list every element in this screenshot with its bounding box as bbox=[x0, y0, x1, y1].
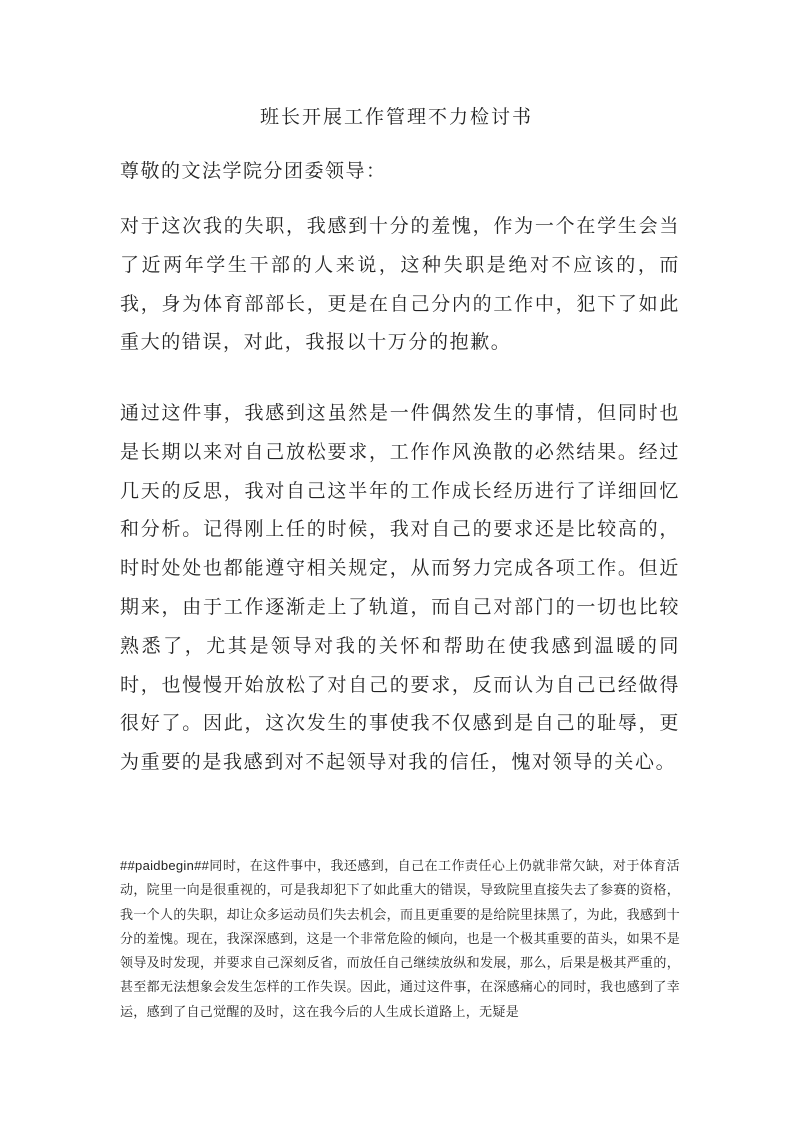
paragraph-1: 对于这次我的失职，我感到十分的羞愧，作为一个在学生会当了近两年学生干部的人来说，这种失职是绝对不应该的，而我，身为体育部部长，更是在自己分内的工作中，犯下了如此重大的错误，对此，我报以十万分的抱歉。 bbox=[120, 215, 680, 354]
salutation: 尊敬的文法学院分团委领导： bbox=[120, 160, 387, 182]
paragraph-3 bbox=[120, 854, 680, 1025]
paid-marker: ##paidbegin## bbox=[120, 858, 210, 873]
paragraph-3-text: 同时，在这件事中，我还感到，自己在工作责任心上仍就非常欠缺，对于体育活动，院里一向是很重视的，可是我却犯下了如此重大的错误，导致院里直接失去了参赛的资格，我一个人的失职，却让众多运动员们失去机会，而且更重要的是给院里抹黑了，为此，我感到十分的羞愧。现在，我深深感到，这是一个非常危险的倾向，也是一个极其重要的苗头，如果不是领导及时发现，并要求自己深刻反省，而放任自己继续放纵和发展，那么，后果是极其严重的，甚至都无法想象会发生怎样的工作失误。因此，通过这件事，在深感痛心的同时，我也感到了幸运，感到了自己觉醒的及时，这在我今后的人生成长道路上，无疑是 bbox=[120, 859, 680, 1020]
paragraph-2: 通过这件事，我感到这虽然是一件偶然发生的事情，但同时也是长期以来对自己放松要求，工作作风涣散的必然结果。经过几天的反思，我对自己这半年的工作成长经历进行了详细回忆和分析。记得刚上任的时候，我对自己的要求还是比较高的，时时处处也都能遵守相关规定，从而努力完成各项工作。但近期来，由于工作逐渐走上了轨道，而自己对部门的一切也比较熟悉了，尤其是领导对我的关怀和帮助在使我感到温暖的同时，也慢慢开始放松了对自己的要求，反而认为自己已经做得很好了。因此，这次发生的事使我不仅感到是自己的耻辱，更为重要的是我感到对不起领导对我的信任，愧对领导的关心。 bbox=[120, 402, 680, 774]
document-title: 班长开展工作管理不力检讨书 bbox=[259, 106, 533, 128]
